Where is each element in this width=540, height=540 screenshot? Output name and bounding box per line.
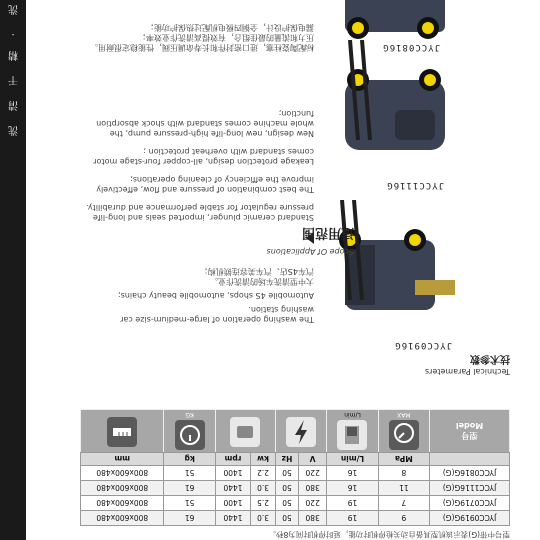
model-label: JYCC0816G — [382, 42, 440, 52]
units-row: MPa L/min V Hz kw rpm kg mm — [81, 453, 510, 466]
sidebar-strip — [0, 0, 26, 540]
pressure-gauge-icon — [389, 421, 419, 451]
weight-cell: KG — [164, 410, 215, 453]
machine-jycc0916g — [330, 200, 470, 350]
model-header: 型号 Model — [430, 410, 510, 453]
scope-list: The washing operation of large-medium-size car washing station. Automobile 4S shops, automobile beauty chains; 大中型清洗车场的清洗作业。 汽车4S店、汽车美容连锁机构； — [117, 267, 314, 324]
params-title-zh: 技术参数 — [470, 353, 510, 364]
sidebar-char: 清 — [8, 99, 18, 110]
cell-model: JYCC0816G(G) — [430, 466, 510, 481]
voltage-cell — [275, 410, 326, 453]
machine-jycc1116g — [330, 40, 470, 190]
cell-model: JYCC0919G(G) — [430, 511, 510, 526]
motor-icon — [230, 417, 260, 447]
pressure-washer-illustration — [330, 200, 470, 340]
pressure-cell: MAX — [378, 410, 429, 453]
params-title-en: Technical Parameters — [424, 367, 510, 376]
size-cell — [81, 410, 164, 453]
scope-title-zh: 适用范围 — [301, 225, 354, 240]
flow-rate-icon — [337, 421, 367, 451]
units-spacer — [430, 453, 510, 466]
params-table — [80, 409, 510, 526]
pressure-washer-illustration — [330, 0, 470, 42]
sidebar-char: 洗 — [8, 124, 18, 135]
scope-title-en: Scope Of Applications — [266, 247, 354, 256]
motor-cell — [215, 410, 275, 453]
features-list: Standard ceramic plunger, imported seals and long-life pressure regulator for stable performance and durability. The best combination of pressure and flow, effectively improve the efficiency of cleaning operations; Leakage protection design, all-copper four-stage motor comes standard with overheat protection ; New design, new long-life high-pressure pump, the whole machine comes standard with shock absorption function; — [86, 109, 314, 222]
arrow-marker-icon — [306, 232, 314, 244]
model-label: JYCC0916G — [394, 340, 452, 350]
sidebar-char: 干 — [8, 74, 18, 85]
table-row: JYCC0816G(G) 8 16 220 50 2.2 1400 51 800x600x480 — [81, 466, 510, 481]
params-footnote: 型号中带(G)表示该机型具备自动关枪停机时功能，延时停机时间为8秒。 — [268, 530, 510, 539]
ruler-icon — [107, 417, 137, 447]
cell-model: JYCC1116G(G) — [430, 481, 510, 496]
table-row: JYCC0919G(G) 9 19 380 50 3.0 1440 61 800x600x480 — [81, 511, 510, 526]
flow-cell: L/min — [327, 410, 378, 453]
lightning-bolt-icon — [286, 417, 316, 447]
icons-row — [81, 410, 510, 453]
features-list-zh: 标配陶瓷柱塞，进口密封件和长寿命调压阀，性能稳定很耐用。 压力和流量的最佳组合，有效提高清洗作业效率； 漏电保护设计，全铜四极电机配过热保护功能； — [90, 23, 314, 52]
pressure-washer-illustration — [330, 40, 470, 180]
table-row: JYCC1116G(G) 11 16 380 50 3.0 1440 61 800x600x480 — [81, 481, 510, 496]
machine-jycc0816g — [330, 0, 470, 52]
weight-scale-icon — [175, 421, 205, 451]
sidebar-char: 精 — [8, 49, 18, 60]
model-label: JYCC1116G — [386, 180, 444, 190]
table-row: JYCC0719G(G) 7 19 220 50 2.5 1400 51 800x600x480 — [81, 496, 510, 511]
sidebar-char: · — [11, 28, 15, 39]
sidebar-char: 洗 — [8, 3, 18, 14]
cell-model: JYCC0719G(G) — [430, 496, 510, 511]
